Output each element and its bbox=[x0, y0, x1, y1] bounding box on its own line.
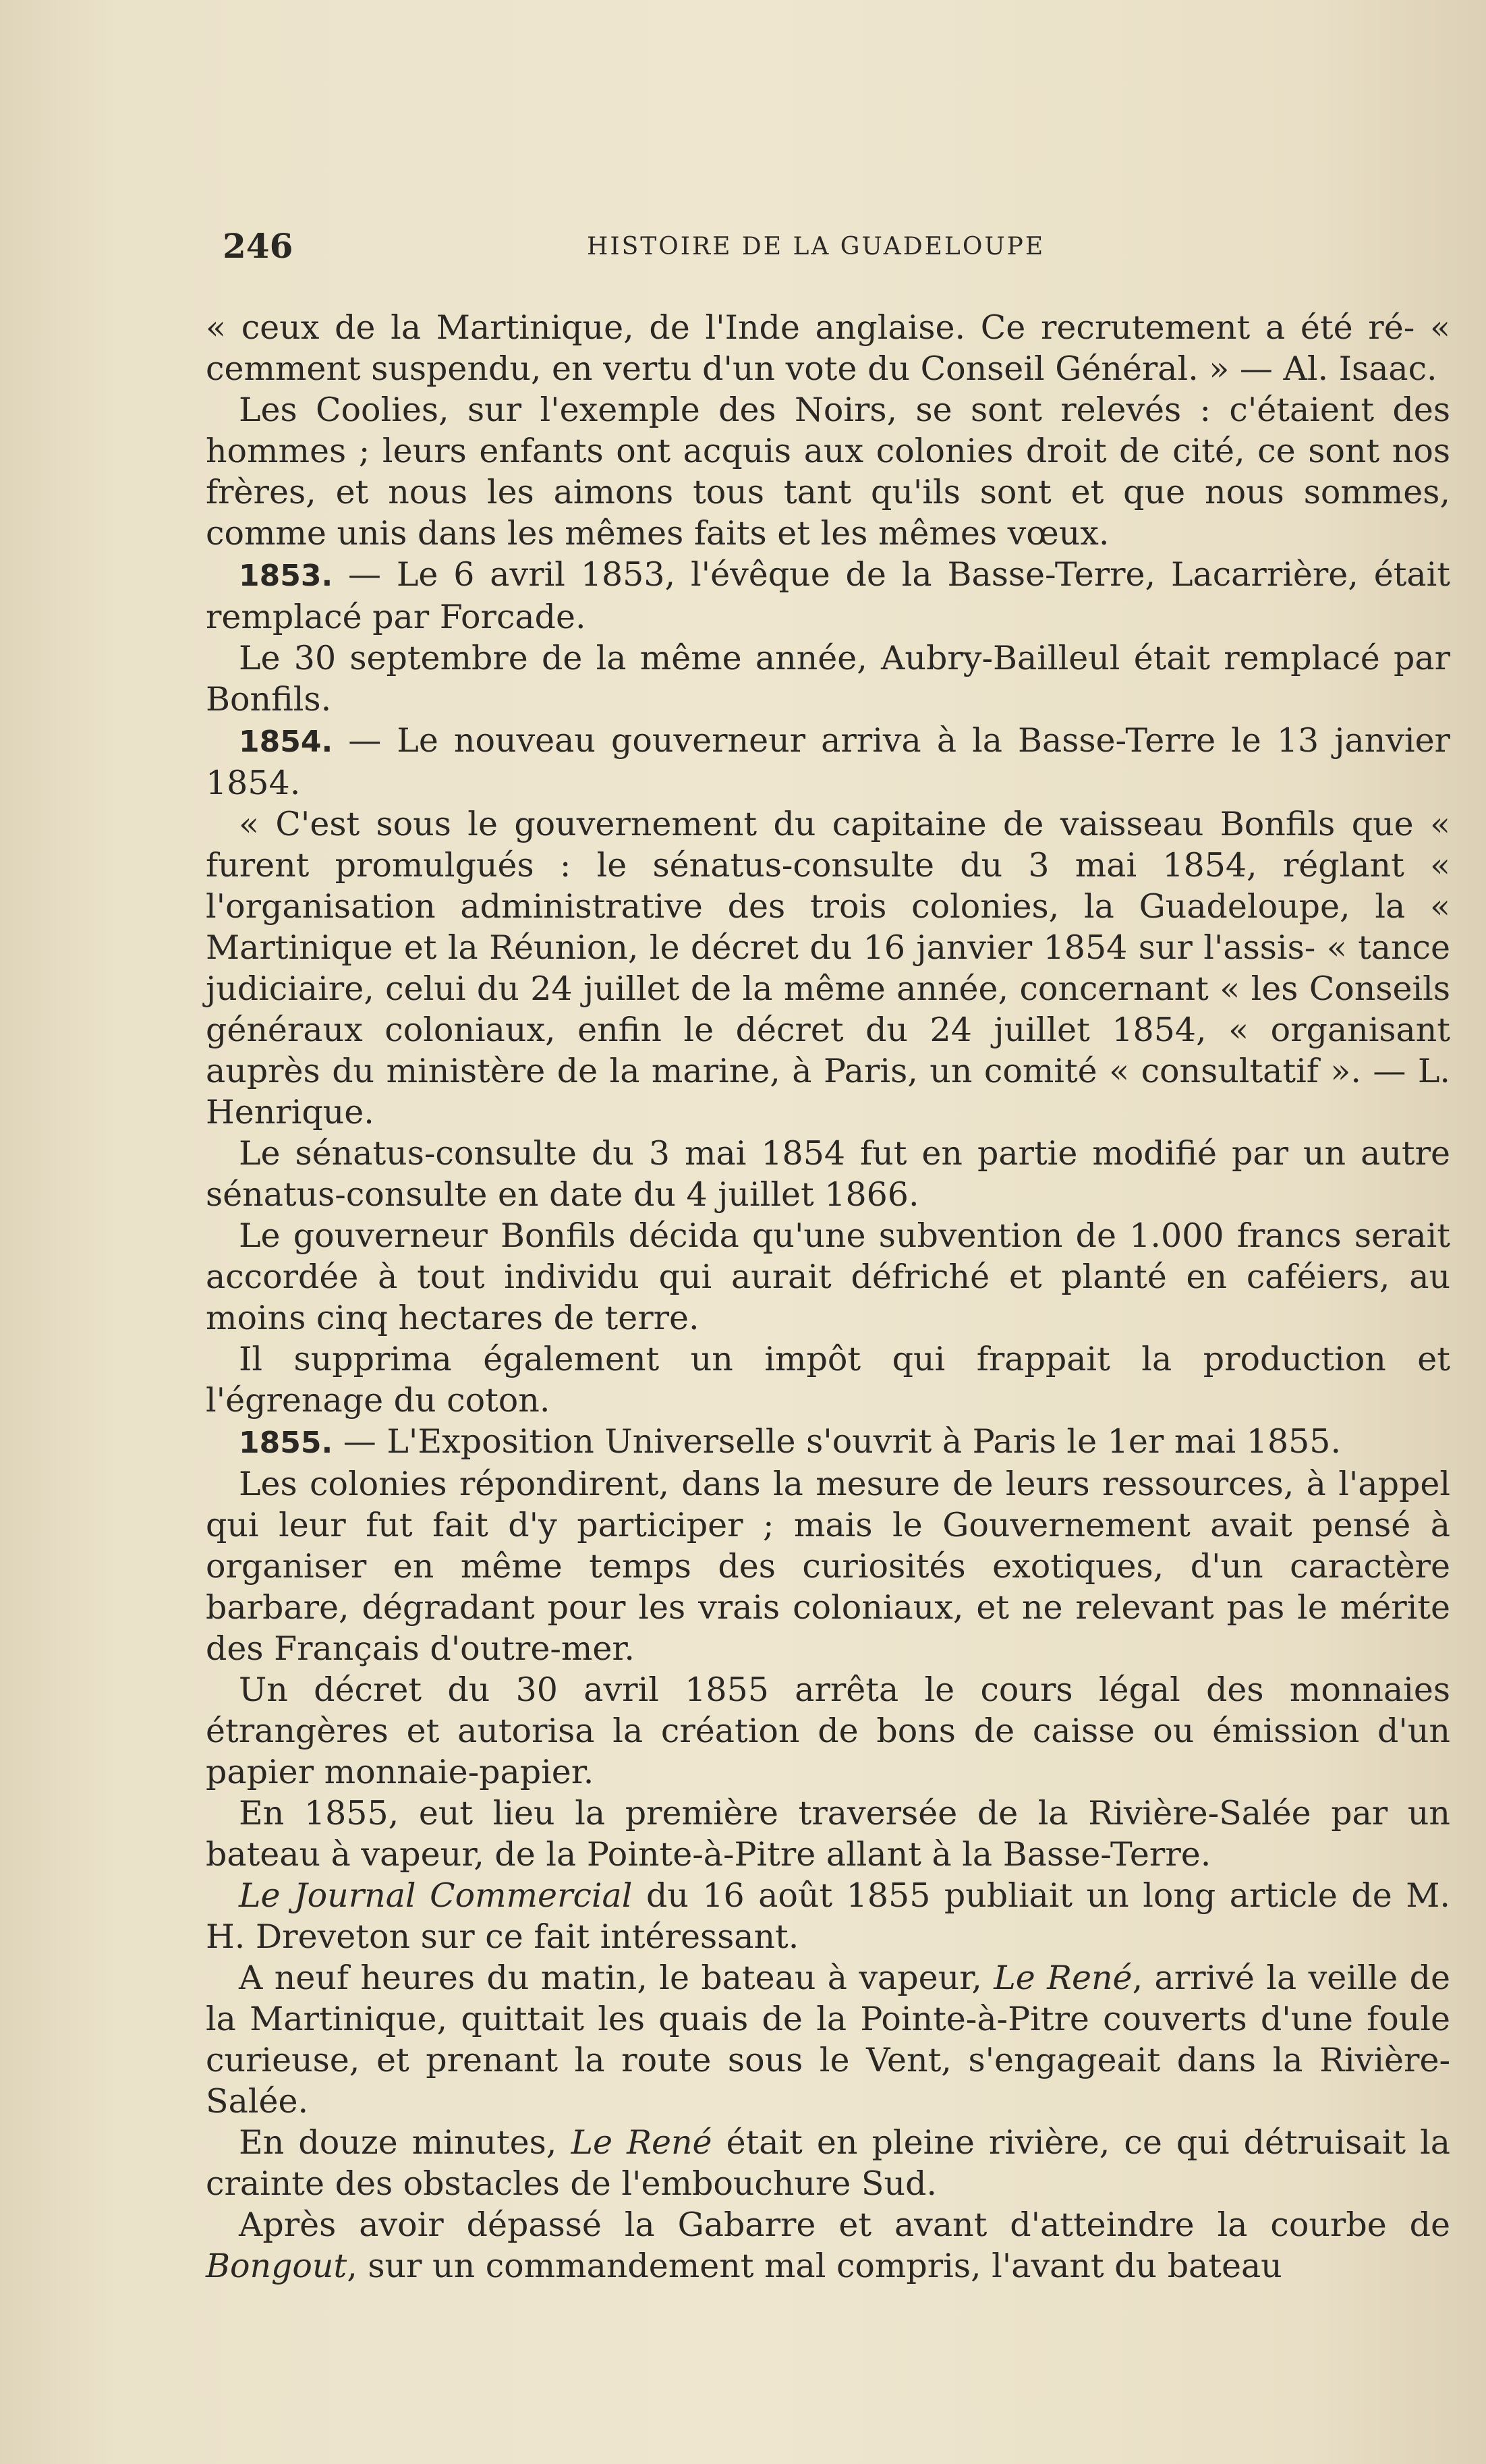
paragraph-text: « C'est sous le gouvernement du capitaine de vaisseau Bonfils que « furent promulgués : le sénatus-consulte du 3 mai 1854, réglant « l'organisation administrative des trois colonies, la Guadeloupe, la « Martinique et la Réunion, le décret du 16 janvier 1854 sur l'assis- « tance judiciaire, celui du 24 juillet de la même année, concernant « les Conseils généraux coloniaux, enfin le décret du 24 juillet 1854, « organisant auprès du ministère de la marine, à Paris, un comité « consultatif ». — L. Henrique. bbox=[206, 805, 1450, 1131]
ship-name: Le René bbox=[994, 1959, 1133, 1997]
paragraph-quote-end bbox=[206, 307, 1450, 389]
ship-name: Le René bbox=[571, 2123, 712, 2162]
paragraph-gabarre bbox=[206, 2204, 1450, 2287]
page-number: 246 bbox=[223, 226, 293, 266]
paragraph-text: Un décret du 30 avril 1855 arrêta le cours légal des monnaies étrangères et autorisa la création de bons de caisse ou émission d'un papier monnaie-papier. bbox=[206, 1671, 1450, 1791]
year-heading: 1854. bbox=[239, 725, 333, 759]
paragraph-text: , arrivé la veille de la Martinique, quittait les quais de la Pointe-à-Pitre couverts d'une foule curieuse, et prenant la route sous le Vent, s'engageait dans la Rivière-Salée. bbox=[206, 1959, 1451, 2121]
paragraph-text: — Le 6 avril 1853, l'évêque de la Basse-Terre, Lacarrière, était remplacé par Forcade. bbox=[206, 555, 1450, 636]
publication-title: Le Journal Commercial bbox=[239, 1876, 633, 1915]
paragraph-1854 bbox=[206, 720, 1450, 804]
paragraph-colonies bbox=[206, 1463, 1450, 1669]
paragraph-text: du 16 août 1855 publiait un long article de M. H. Dreveton sur ce fait intéressant. bbox=[206, 1876, 1451, 1956]
paragraph-text: Le 30 septembre de la même année, Aubry-Bailleul était remplacé par Bonfils. bbox=[206, 639, 1450, 719]
paragraph-text: Après avoir dépassé la Gabarre et avant d'atteindre la courbe de bbox=[239, 2206, 1450, 2244]
paragraph-text: A neuf heures du matin, le bateau à vapeur, bbox=[239, 1959, 994, 1997]
year-heading: 1855. bbox=[239, 1426, 333, 1460]
paragraph-subvention bbox=[206, 1215, 1450, 1339]
paragraph-text: — L'Exposition Universelle s'ouvrit à Paris le 1er mai 1855. bbox=[333, 1422, 1342, 1461]
paragraph-bonfils bbox=[206, 638, 1450, 720]
paragraph-text: — Le nouveau gouverneur arriva à la Basse-Terre le 13 janvier 1854. bbox=[206, 721, 1450, 802]
body-text bbox=[206, 307, 1450, 2287]
paragraph-text: En 1855, eut lieu la première traversée de la Rivière-Salée par un bateau à vapeur, de la Pointe-à-Pitre allant à la Basse-Terre. bbox=[206, 1794, 1450, 1874]
paragraph-douze-minutes bbox=[206, 2122, 1450, 2204]
paragraph-text: Les Coolies, sur l'exemple des Noirs, se sont relevés : c'étaient des hommes ; leurs enfants ont acquis aux colonies droit de cité, ce sont nos frères, et nous les aimons tous tant qu'ils sont et que nous sommes, comme unis dans les mêmes faits et les mêmes vœux. bbox=[206, 391, 1450, 553]
paragraph-coolies bbox=[206, 389, 1450, 554]
year-heading: 1853. bbox=[239, 559, 333, 593]
running-title: HISTOIRE DE LA GUADELOUPE bbox=[587, 233, 1046, 260]
paragraph-text: , sur un commandement mal compris, l'avant du bateau bbox=[347, 2247, 1282, 2285]
paragraph-decret bbox=[206, 1669, 1450, 1793]
paragraph-text: était en pleine rivière, ce qui détruisait la crainte des obstacles de l'embouchure Sud. bbox=[206, 2123, 1450, 2203]
paragraph-1855 bbox=[206, 1421, 1450, 1463]
paragraph-text: Le gouverneur Bonfils décida qu'une subvention de 1.000 francs serait accordée à tout individu qui aurait défriché et planté en caféiers, au moins cinq hectares de terre. bbox=[206, 1216, 1450, 1337]
page-header bbox=[223, 226, 1371, 273]
place-name: Bongout bbox=[206, 2247, 347, 2285]
paragraph-henrique-quote bbox=[206, 804, 1450, 1133]
paragraph-senatus bbox=[206, 1133, 1450, 1215]
paragraph-impot bbox=[206, 1339, 1450, 1421]
paragraph-text: Il supprima également un impôt qui frappait la production et l'égrenage du coton. bbox=[206, 1340, 1450, 1420]
paragraph-1853 bbox=[206, 554, 1450, 638]
paragraph-traversee bbox=[206, 1793, 1450, 1875]
paragraph-text: « ceux de la Martinique, de l'Inde anglaise. Ce recrutement a été ré- « cemment suspendu, en vertu d'un vote du Conseil Général. » — Al. Isaac. bbox=[206, 308, 1450, 388]
paragraph-neuf-heures bbox=[206, 1957, 1450, 2122]
paragraph-journal bbox=[206, 1875, 1450, 1957]
paragraph-text: Les colonies répondirent, dans la mesure de leurs ressources, à l'appel qui leur fut fait d'y participer ; mais le Gouvernement avait pensé à organiser en même temps des curiosités exotiques, d'un caractère barbare, dégradant pour les vrais coloniaux, et ne relevant pas le mérite des Français d'outre-mer. bbox=[206, 1465, 1450, 1668]
paragraph-text: En douze minutes, bbox=[239, 2123, 571, 2162]
paragraph-text: Le sénatus-consulte du 3 mai 1854 fut en partie modifié par un autre sénatus-consulte en date du 4 juillet 1866. bbox=[206, 1134, 1450, 1214]
